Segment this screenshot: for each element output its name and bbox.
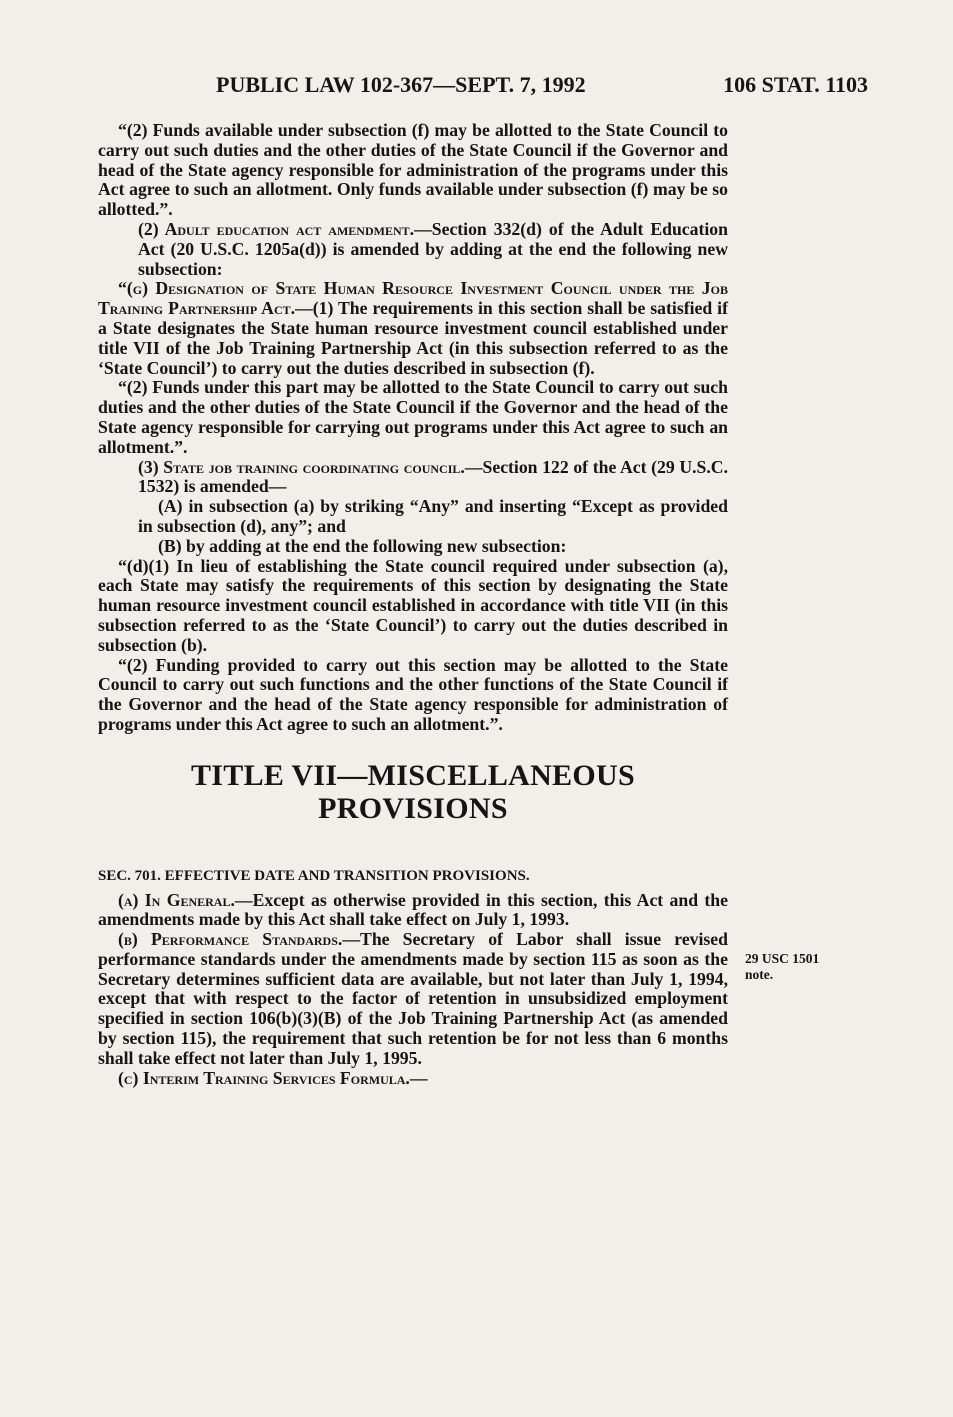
heading-interim-training: (c) Interim Training Services Formula. xyxy=(118,1067,410,1088)
heading-state-job-training: (3) State job training coordinating council. xyxy=(138,456,465,477)
text-in-general: —Except as otherwise provided in this section, this Act and the amendments made by this Act shall take effect on July 1, 1993. xyxy=(98,889,728,930)
stat-page-number: 106 STAT. 1103 xyxy=(723,72,868,97)
heading-designation: “(g) Designation of State Human Resource Investment Council under the Job Training Partnership Act. xyxy=(98,278,728,319)
paragraph-in-lieu: “(d)(1) In lieu of establishing the State council required under subsection (a), each State may satisfy the requirements of this section by designating the State human resource investment council established in accordance with title VII (in this subsection referred to as the ‘State Council’) to carry out the duties described in subsection (b). xyxy=(98,555,728,655)
text-interim-training: — xyxy=(409,1067,428,1088)
title-line-1: TITLE VII—MISCELLANEOUS xyxy=(191,758,635,792)
text-designation: —(1) The requirements in this section shall be satisfied if a State designates the State human resource investment council established under title VII of the Job Training Partnership Act (in this subsection referred to as the ‘State Council’) to carry out the duties described in subsection (f). xyxy=(98,298,728,378)
document-body xyxy=(98,121,728,1088)
paragraph-performance-standards xyxy=(98,930,728,1069)
heading-in-general: (a) In General. xyxy=(118,889,235,910)
paragraph-funds-available: “(2) Funds available under subsection (f) may be allotted to the State Council to carry out such duties and the other duties of the State Council if the Governor and head of the State agency responsible for administration of the programs under this Act agree to such an allotment. Only funds available under subsection (f) may be so allotted.”. xyxy=(98,120,728,220)
margin-note-line-1: 29 USC 1501 xyxy=(745,951,820,966)
text-state-job-training: —Section 122 of the Act (29 U.S.C. 1532) is amended— xyxy=(138,456,728,497)
law-citation: PUBLIC LAW 102-367—SEPT. 7, 1992 xyxy=(216,72,586,97)
paragraph-state-job-training xyxy=(98,458,728,498)
heading-performance-standards: (b) Performance Standards. xyxy=(118,929,343,950)
text-adult-education: —Section 332(d) of the Adult Education Act (20 U.S.C. 1205a(d)) is amended by adding at the end the following new subsection: xyxy=(138,218,728,279)
paragraph-funds-part: “(2) Funds under this part may be allotted to the State Council to carry out such duties and the other duties of the State Council if the Governor and the head of the State agency responsible for carrying out programs under this Act agree to such an allotment.”. xyxy=(98,377,728,457)
paragraph-interim-training xyxy=(98,1069,728,1089)
paragraph-item-b: (B) by adding at the end the following new subsection: xyxy=(158,535,567,556)
text-performance-standards: —The Secretary of Labor shall issue revised performance standards under the amendments made by section 115 as soon as the Secretary determines sufficient data are available, but not later than July 1, 1994, except that with respect to the factor of retention in unsubsidized employment specified in section 106(b)(3)(B) of the Job Training Partnership Act (as amended by section 115), the requirement that such retention be for not less than 6 months shall take effect not later than July 1, 1995. xyxy=(98,929,728,1068)
margin-note-line-2: note. xyxy=(745,967,774,982)
paragraph-item-a: (A) in subsection (a) by striking “Any” and inserting “Except as provided in subsection (d), any”; and xyxy=(138,496,728,536)
margin-note xyxy=(745,951,845,983)
heading-adult-education: (2) Adult education act amendment. xyxy=(138,218,415,239)
page-header xyxy=(98,72,868,100)
paragraph-designation xyxy=(98,279,728,378)
paragraph-funding-provided: “(2) Funding provided to carry out this section may be allotted to the State Council to carry out such functions and the other functions of the State Council if the Governor and the head of the State agency responsible for administration of programs under this Act agree to such an allotment.”. xyxy=(98,654,728,734)
paragraph-in-general xyxy=(98,891,728,931)
paragraph-adult-education-amendment xyxy=(98,220,728,279)
title-line-2: PROVISIONS xyxy=(318,791,508,825)
section-heading: SEC. 701. EFFECTIVE DATE AND TRANSITION PROVISIONS. xyxy=(98,867,530,884)
title-heading xyxy=(98,759,728,825)
